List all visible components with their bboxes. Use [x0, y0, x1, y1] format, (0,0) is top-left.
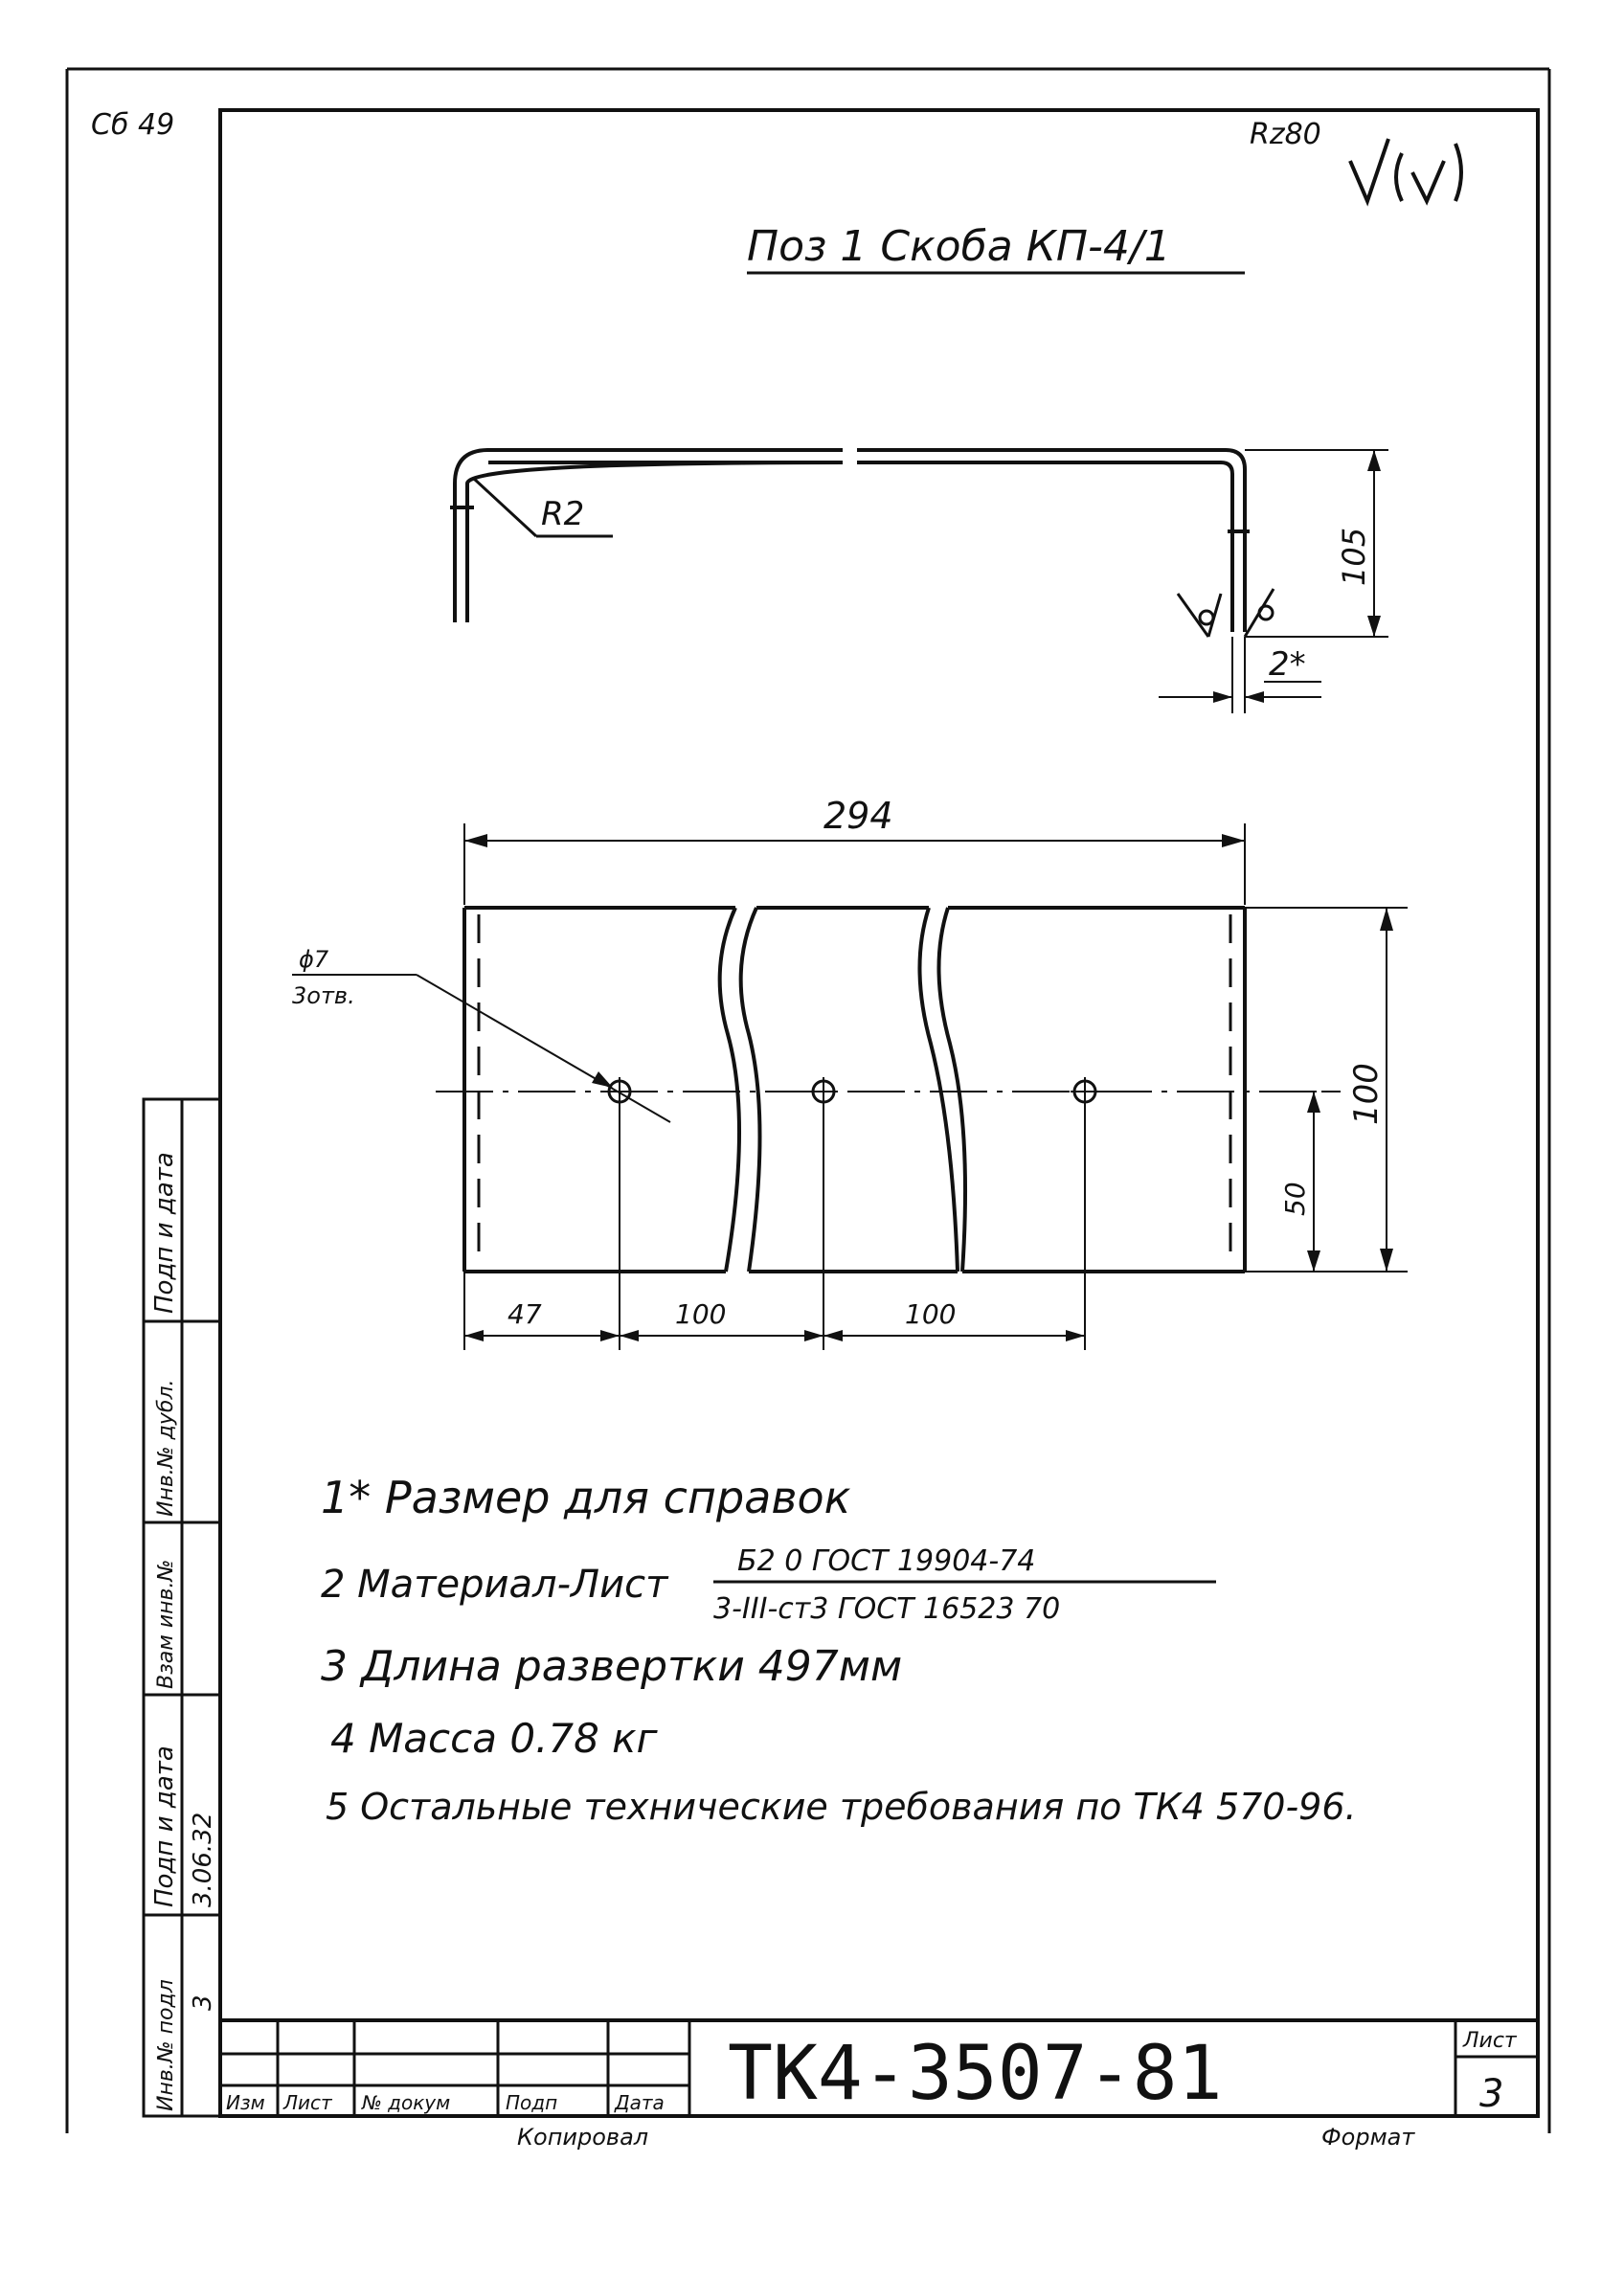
note-2-prefix: 2 Материал-Лист [321, 1563, 668, 1607]
note-2-material-top: Б2 0 ГОСТ 19904-74 [737, 1544, 1036, 1578]
hole-diameter-label: ϕ7 [299, 946, 329, 973]
corner-code: Сб 49 [91, 108, 175, 142]
break-line-1 [720, 908, 739, 1272]
dim-pitch-1-label: 100 [675, 1298, 727, 1330]
tb-footer-left: Копировал [517, 2124, 649, 2151]
break-line-4 [938, 908, 965, 1272]
hole-leader [417, 975, 670, 1122]
hole-leader-arrow [592, 1071, 613, 1088]
note-2-material-bottom: 3-III-ст3 ГОСТ 16523 70 [713, 1592, 1061, 1626]
side-stamp-inv: 3 [189, 1994, 217, 2011]
side-stamp-col2: Инв.№ дубл. [154, 1379, 178, 1517]
radius-label: R2 [541, 495, 585, 533]
technical-notes [321, 1472, 1357, 1828]
side-stamp-col5: Инв.№ подл [154, 1979, 178, 2111]
roughness-paren-right [1455, 144, 1461, 201]
tb-col-sign: Подп [506, 2091, 558, 2114]
title-block [220, 2020, 1538, 2151]
tb-col-izm: Изм [226, 2091, 265, 2114]
dim-47-label: 47 [508, 1298, 542, 1330]
note-3: 3 Длина развертки 497мм [321, 1642, 903, 1691]
radius-leader [474, 479, 536, 536]
bracket-side-view [450, 450, 1388, 713]
tb-sheet-number: 3 [1479, 2072, 1504, 2116]
roughness-check-small-icon [1412, 161, 1444, 201]
tb-footer-right: Формат [1321, 2124, 1415, 2151]
dim-50-label: 50 [1279, 1182, 1311, 1216]
tb-col-list: Лист [283, 2091, 332, 2114]
dim-100-width-label: 100 [1347, 1063, 1386, 1125]
note-4: 4 Масса 0.78 кг [330, 1715, 658, 1762]
weld-circle-right-icon [1259, 606, 1273, 619]
roughness-paren-left [1396, 153, 1402, 201]
side-stamp [144, 1099, 220, 2116]
roughness-value: Rz80 [1250, 118, 1321, 151]
dim-pitch-2-label: 100 [905, 1298, 957, 1330]
dim-105-label: 105 [1336, 527, 1372, 586]
side-stamp-col4: Подп и дата [150, 1746, 179, 1907]
bracket-left-arm [455, 450, 843, 622]
roughness-symbol [1250, 118, 1461, 201]
note-5: 5 Остальные технические требования по ТК4 570-96. [326, 1786, 1357, 1828]
dim-thk-arrows [1213, 691, 1264, 703]
tb-sheet-label: Лист [1463, 2029, 1517, 2053]
tb-col-date: Дата [615, 2091, 665, 2114]
side-stamp-col3: Взам инв.№ [154, 1559, 178, 1689]
note-1: 1* Размер для справок [321, 1472, 851, 1523]
document-designation: ТК4-3507-81 [728, 2031, 1223, 2117]
hole-count-label: 3отв. [292, 982, 355, 1009]
roughness-check-icon [1350, 139, 1388, 201]
bracket-development-view [292, 795, 1408, 1350]
side-stamp-date: 3.06.32 [189, 1812, 217, 1907]
tb-col-doc: № докум [362, 2091, 451, 2114]
dim-thk-label: 2* [1269, 645, 1306, 684]
break-line-2 [741, 908, 760, 1272]
weld-circle-left-icon [1200, 611, 1213, 624]
drawing-title: Поз 1 Скоба КП-4/1 [747, 222, 1171, 271]
side-stamp-col1: Подп и дата [150, 1152, 179, 1314]
dim-294-label: 294 [823, 795, 893, 837]
